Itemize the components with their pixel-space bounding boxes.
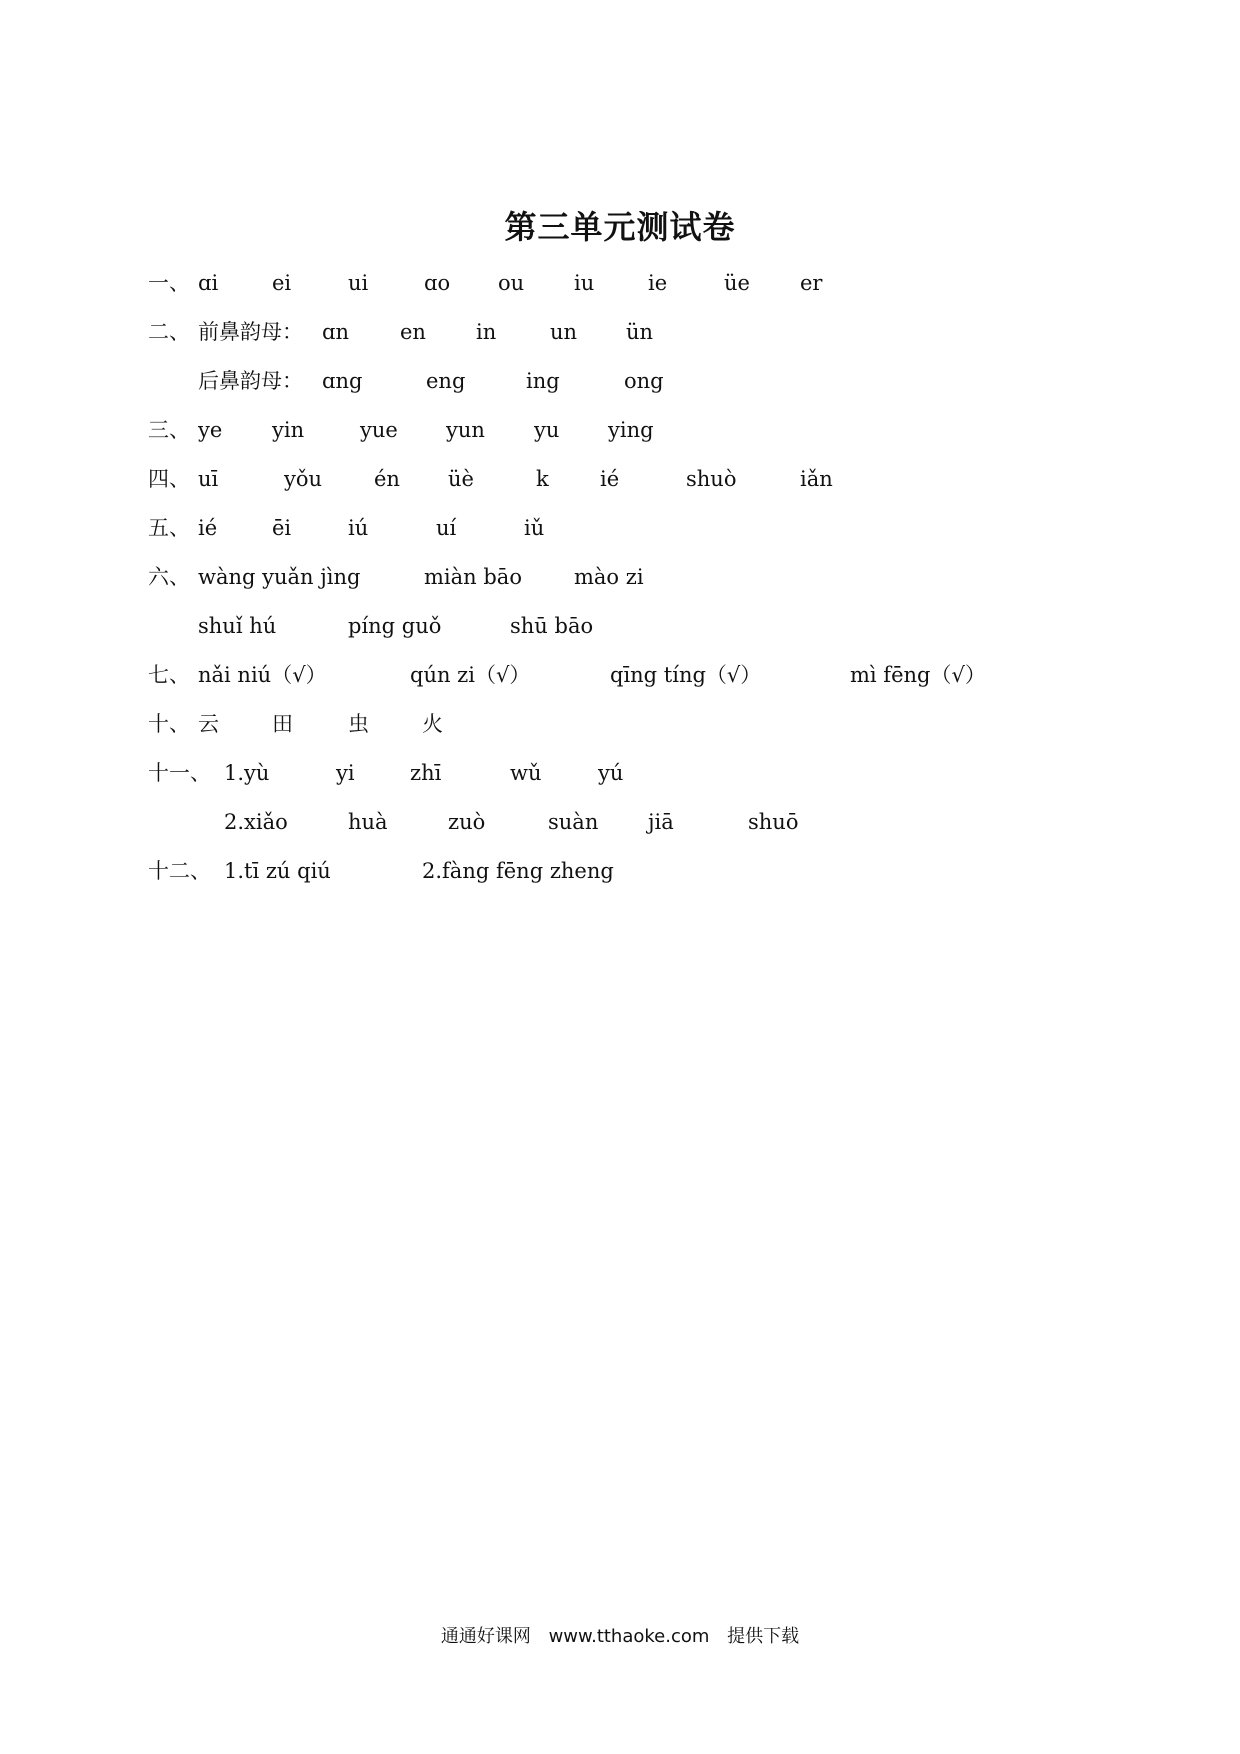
answer-item: 田 (272, 712, 293, 736)
footer-site-name: 通通好课网 (440, 1626, 531, 1647)
row-label: 一、 (148, 271, 190, 295)
answer-item: shū bāo (510, 614, 594, 638)
answer-item: iǎn (800, 467, 833, 491)
answer-item: 1.yù (224, 761, 270, 785)
row-label: 五、 (148, 516, 190, 540)
answer-item: wǔ (510, 761, 542, 785)
row-label: 二、 (148, 320, 190, 344)
answer-item: üè (448, 467, 474, 491)
answer-item: yǒu (284, 467, 323, 491)
answer-item: píng guǒ (348, 614, 442, 638)
answer-item: yi (336, 761, 355, 785)
answer-item: 云 (198, 712, 219, 736)
answer-item: qīng tíng（√） (610, 663, 762, 687)
answer-item: qún zi（√） (410, 663, 531, 687)
answer-item: ying (608, 418, 654, 442)
answer-item: 1.tī zú qiú (224, 859, 331, 883)
answer-item: iu (574, 271, 595, 295)
answer-item: er (800, 271, 823, 295)
page-title: 第三单元测试卷 (504, 208, 736, 246)
answer-item: 火 (422, 712, 443, 736)
answer-item: mì fēng（√） (850, 663, 986, 687)
footer-suffix: 提供下载 (727, 1626, 800, 1647)
answer-item: ei (272, 271, 292, 295)
answer-item: 2.xiǎo (224, 810, 288, 834)
answer-item: yin (272, 418, 305, 442)
answer-item: yu (534, 418, 560, 442)
answer-item: ou (498, 271, 525, 295)
answer-item: suàn (548, 810, 599, 834)
answer-item: yue (360, 418, 398, 442)
row-label: 十二、 (148, 859, 211, 883)
answer-item: yú (598, 761, 624, 785)
answer-item: shuō (748, 810, 799, 834)
row-label: 六、 (148, 565, 190, 589)
page-footer (0, 1622, 1240, 1648)
answer-item: iú (348, 516, 369, 540)
answer-item: mào zi (574, 565, 644, 589)
answer-item: zuò (448, 810, 486, 834)
answer-item: in (476, 320, 497, 344)
answer-item: yun (446, 418, 485, 442)
row-label: 四、 (148, 467, 190, 491)
answer-item: ün (626, 320, 654, 344)
answer-item: wàng yuǎn jìng (198, 565, 361, 589)
answer-item: k (536, 467, 549, 491)
answer-item: ié (198, 516, 218, 540)
answer-item: huà (348, 810, 388, 834)
answer-item: uī (198, 467, 219, 491)
answer-item: ui (348, 271, 369, 295)
answer-item: ié (600, 467, 620, 491)
row-label: 三、 (148, 418, 190, 442)
answer-item: ye (198, 418, 223, 442)
answer-item: jiā (648, 810, 674, 834)
answer-item: ɑn (322, 320, 349, 344)
row-prefix: 前鼻韵母： (198, 320, 303, 344)
answer-item: ɑng (322, 369, 363, 393)
answer-item: nǎi niú（√） (198, 663, 327, 687)
answer-item: ɑi (198, 271, 219, 295)
answer-item: ing (526, 369, 560, 393)
answer-item: 虫 (348, 712, 369, 736)
answer-item: uí (436, 516, 457, 540)
answer-item: miàn bāo (424, 565, 522, 589)
row-label: 十一、 (148, 761, 211, 785)
answer-item: shuǐ hú (198, 614, 277, 638)
answer-item: ong (624, 369, 664, 393)
answer-item: 2.fàng fēng zheng (422, 859, 614, 883)
answer-item: én (374, 467, 400, 491)
answer-item: ēi (272, 516, 292, 540)
answer-item: shuò (686, 467, 737, 491)
row-label: 十、 (148, 712, 190, 736)
row-label: 七、 (148, 663, 190, 687)
answer-item: zhī (410, 761, 442, 785)
answer-item: iǔ (524, 516, 545, 540)
row-prefix: 后鼻韵母： (198, 369, 303, 393)
answer-item: üe (724, 271, 750, 295)
answer-item: un (550, 320, 578, 344)
footer-url: www.tthaoke.com (548, 1626, 710, 1647)
answer-item: ie (648, 271, 668, 295)
answer-item: en (400, 320, 426, 344)
answer-item: ɑo (424, 271, 451, 295)
answer-item: eng (426, 369, 466, 393)
